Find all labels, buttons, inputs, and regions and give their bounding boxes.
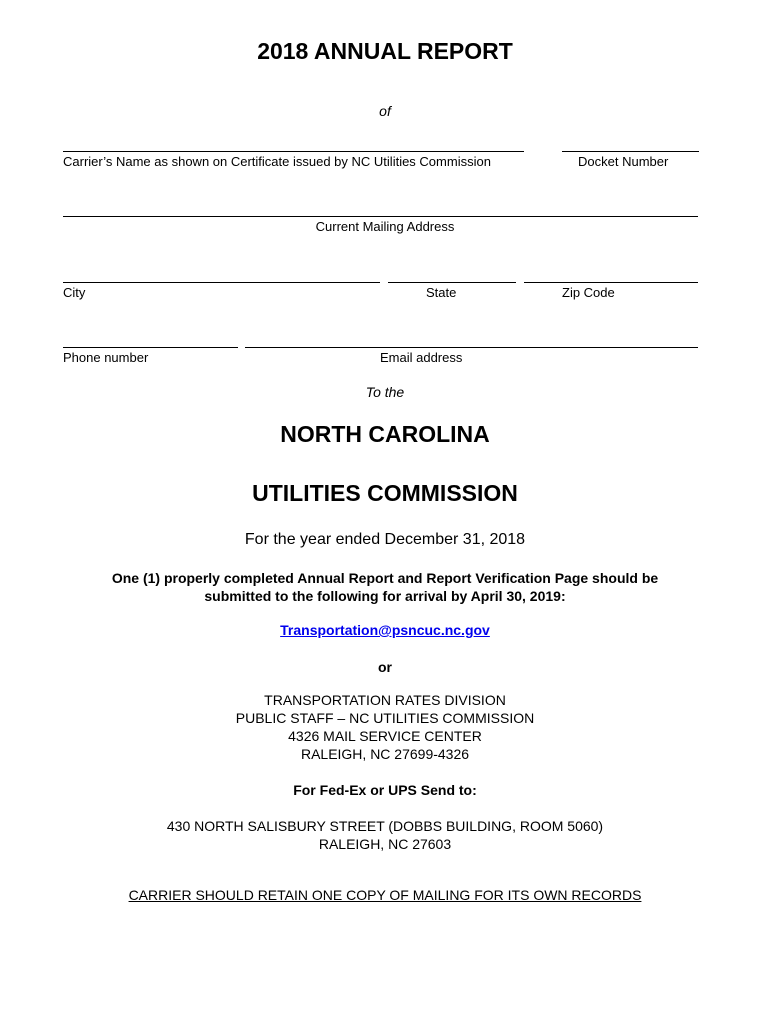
email-label: Email address: [380, 350, 463, 365]
mail-address-line4: RALEIGH, NC 27699-4326: [300, 746, 470, 762]
mail-address-line2: PUBLIC STAFF – NC UTILITIES COMMISSION: [235, 710, 535, 726]
street-address-line1: 430 NORTH SALISBURY STREET (DOBBS BUILDING, ROOM 5060): [166, 818, 604, 834]
or-text: or: [378, 659, 392, 675]
year-ended-text: For the year ended December 31, 2018: [244, 531, 526, 548]
city-line[interactable]: [63, 282, 380, 283]
commission-name-line2: UTILITIES COMMISSION: [252, 480, 518, 506]
docket-number-label: Docket Number: [578, 154, 669, 169]
carrier-name-line[interactable]: [63, 151, 524, 152]
fedex-heading: For Fed-Ex or UPS Send to:: [293, 782, 477, 798]
page-title: 2018 ANNUAL REPORT: [257, 38, 513, 64]
state-label: State: [426, 285, 457, 300]
mailing-address-label: Current Mailing Address: [315, 219, 455, 234]
transportation-email-link[interactable]: Transportation@psncuc.nc.gov: [280, 622, 490, 638]
city-label: City: [63, 285, 86, 300]
commission-name-line1: NORTH CAROLINA: [280, 421, 490, 447]
phone-label: Phone number: [63, 350, 149, 365]
zip-label: Zip Code: [562, 285, 615, 300]
email-line[interactable]: [245, 347, 698, 348]
mail-address-line3: 4326 MAIL SERVICE CENTER: [288, 728, 482, 744]
zip-line[interactable]: [524, 282, 698, 283]
instructions-line1: One (1) properly completed Annual Report and Report Verification Page should be: [111, 570, 659, 586]
instructions-line2: submitted to the following for arrival by April 30, 2019:: [204, 588, 566, 604]
phone-line[interactable]: [63, 347, 238, 348]
mail-address-line1: TRANSPORTATION RATES DIVISION: [264, 692, 506, 708]
carrier-name-label: Carrier’s Name as shown on Certificate issued by NC Utilities Commission: [63, 154, 491, 169]
docket-number-line[interactable]: [562, 151, 699, 152]
to-the-text: To the: [365, 384, 405, 400]
retain-notice: CARRIER SHOULD RETAIN ONE COPY OF MAILING FOR ITS OWN RECORDS: [128, 887, 642, 903]
mailing-address-line[interactable]: [63, 216, 698, 217]
state-line[interactable]: [388, 282, 516, 283]
of-text: of: [379, 103, 391, 119]
street-address-line2: RALEIGH, NC 27603: [318, 836, 452, 852]
